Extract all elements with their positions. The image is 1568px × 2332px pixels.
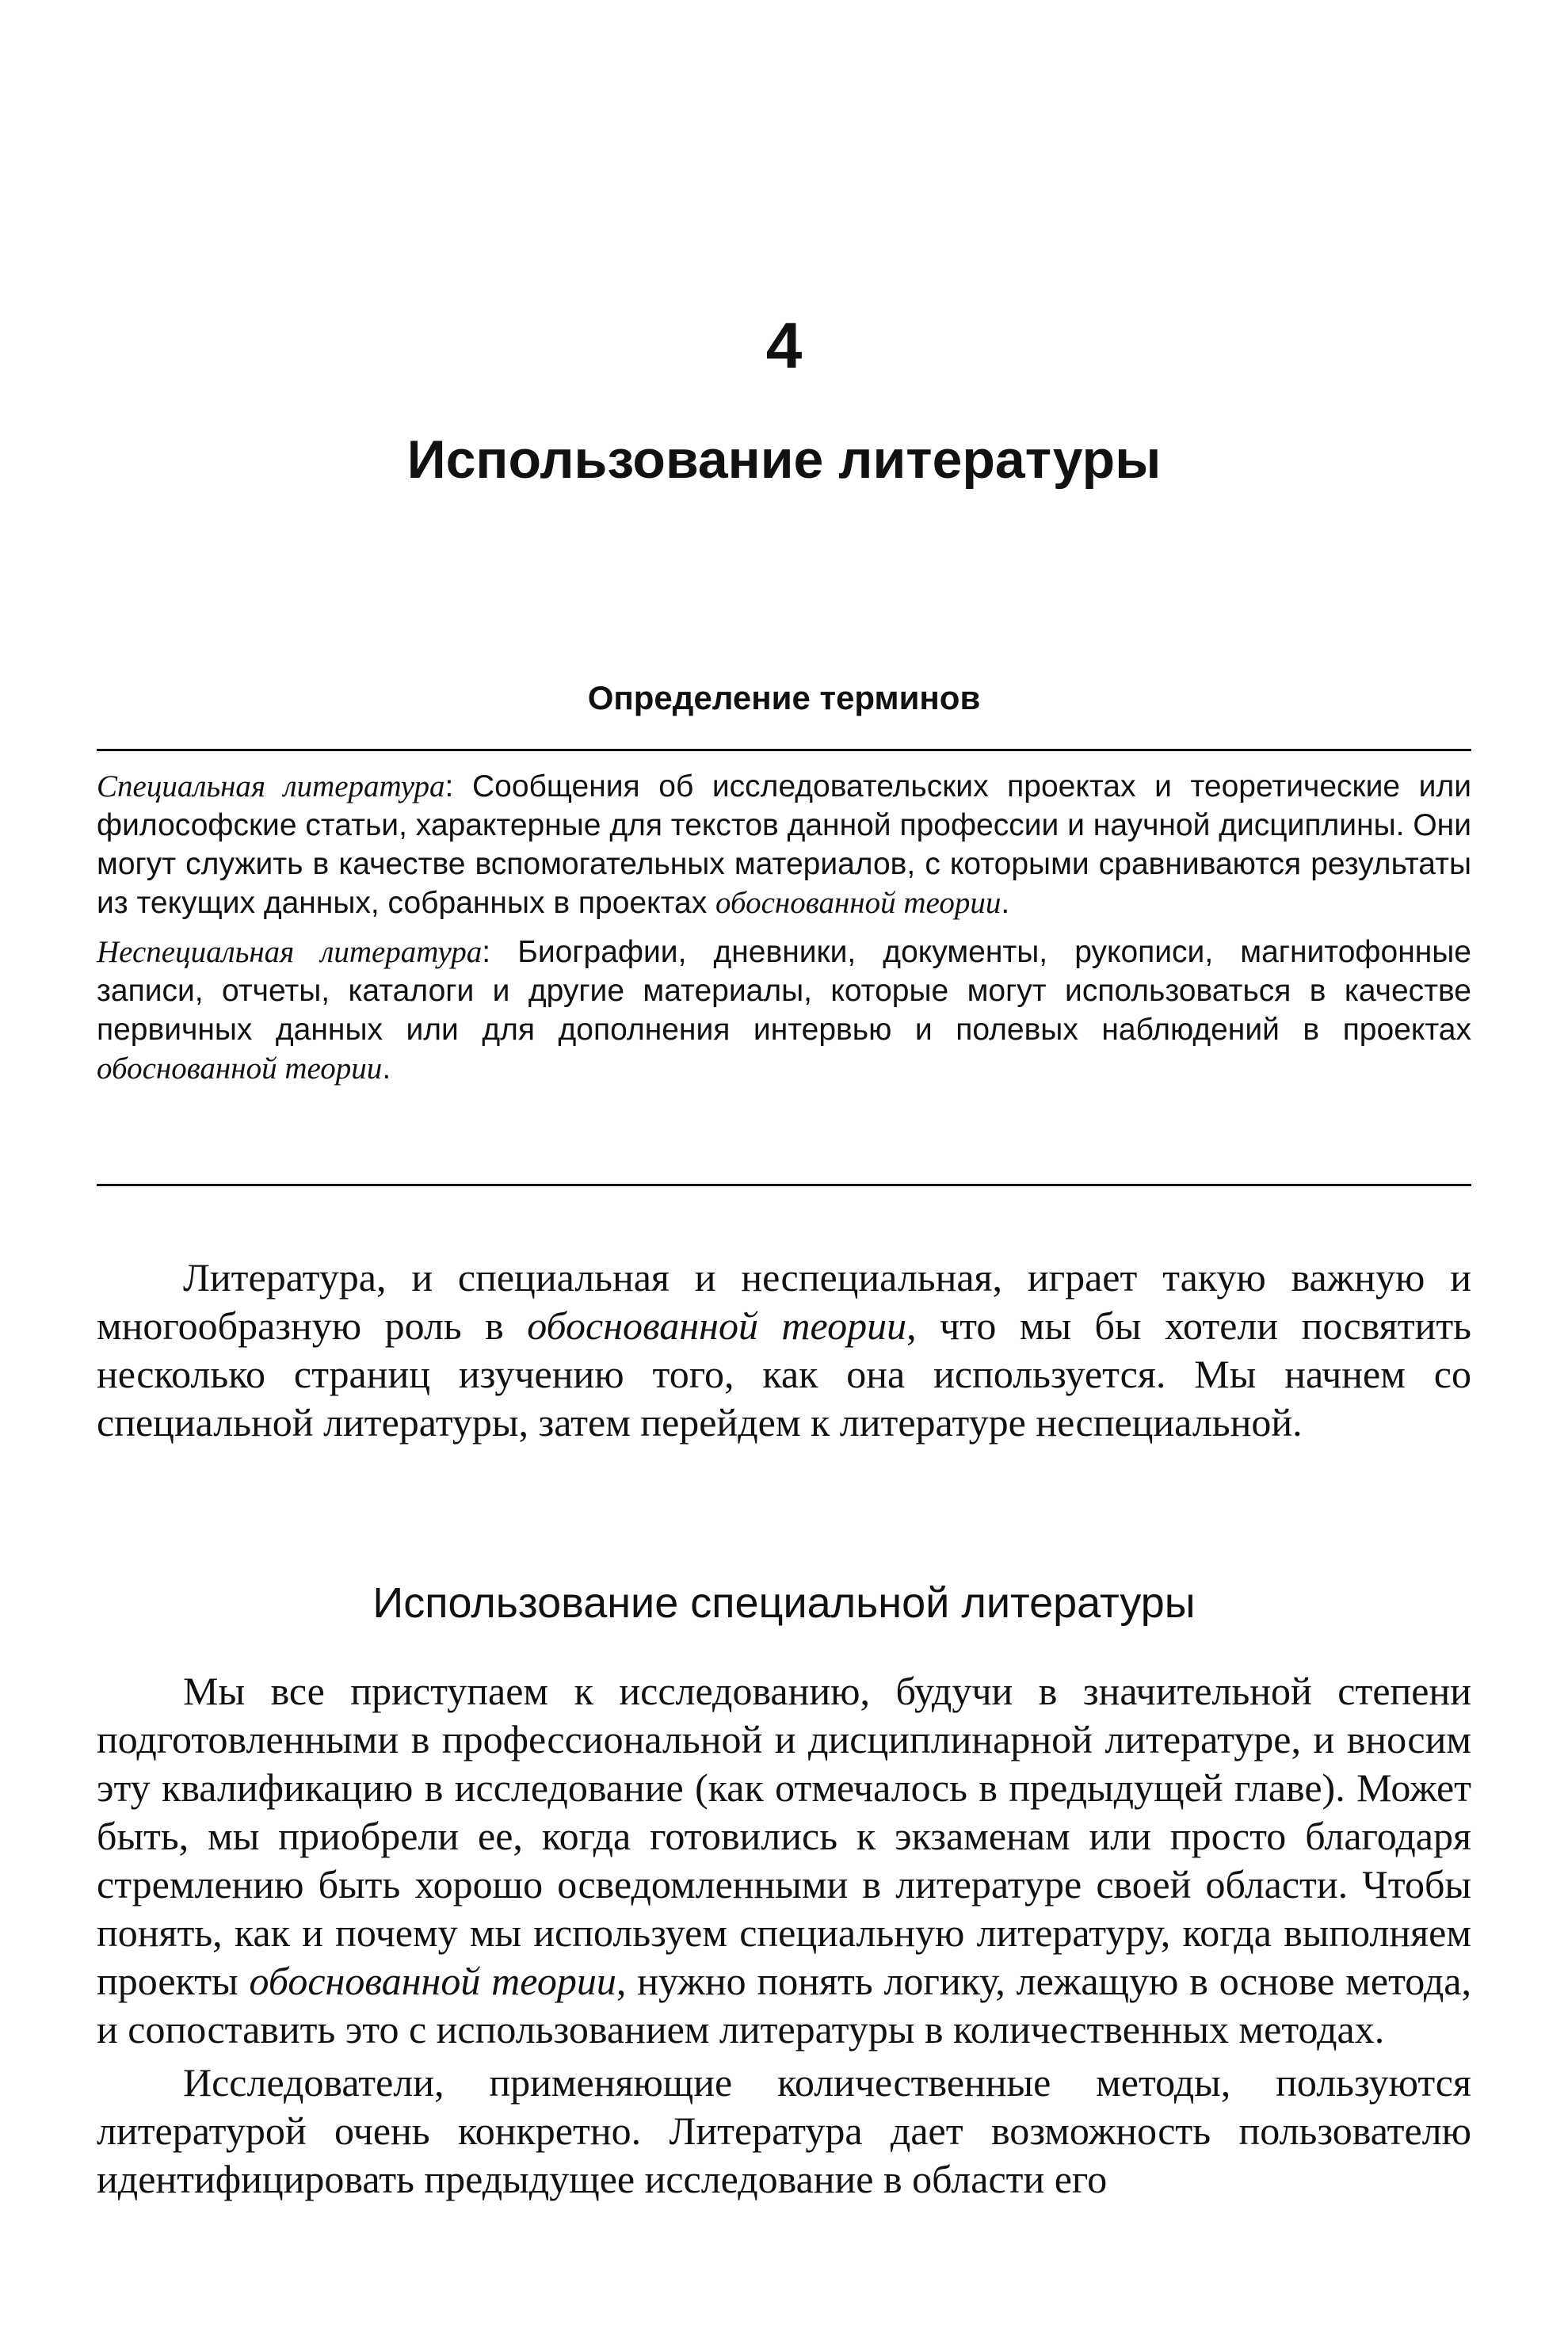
- paragraph-text: Литература, и специальная и неспециальная, играет такую важную и многообразную роль в: [97, 1255, 1471, 1348]
- intro-paragraph: [97, 1254, 1471, 1447]
- term-name: Неспециальная литература: [97, 935, 483, 969]
- chapter-title: Использование литературы: [406, 429, 1162, 490]
- paragraph-text-end: , что мы бы хотели посвятить несколько страниц изучению того, как она используется. Мы начнем со специальной литературы, затем перейдем к литературе неспециальной.: [97, 1303, 1471, 1445]
- intro-section: [97, 1254, 1471, 1447]
- term-text-end: .: [382, 1051, 391, 1086]
- term-text: Сообщения об исследовательских проектах и теоретические или философские статьи, характерные для текстов данной профессии и научной дисциплины. Они могут служить в качестве вспомогательных материалов, с которыми сравниваются результаты из текущих данных, собранных в проектах: [97, 769, 1471, 920]
- book-page: [97, 0, 1471, 2332]
- term-definition: [97, 933, 1471, 1088]
- section-heading: Использование специальной литературы: [372, 1579, 1196, 1627]
- paragraph-text: Исследователи, применяющие количественные методы, пользуются литературой очень конкретно. Литература дает возможность пользователю идентифицировать предыдущее исследование в области его: [97, 2060, 1471, 2201]
- terms-bottom-rule: [97, 1184, 1471, 1186]
- term-name: Специальная литература: [97, 769, 445, 803]
- term-italic: обоснованной теории: [715, 886, 1001, 920]
- term-italic: обоснованной теории: [97, 1051, 383, 1086]
- paragraph-italic: обоснованной теории: [527, 1303, 907, 1348]
- term-text: Биографии, дневники, документы, рукописи, магнитофонные записи, отчеты, каталоги и другие материалы, которые могут использоваться в качестве первичных данных или для дополнения интервью и полевых наблюдений в проектах: [97, 935, 1471, 1047]
- chapter-number: 4: [765, 310, 803, 382]
- body-paragraph: [97, 1667, 1471, 2054]
- paragraph-text-end: , нужно понять логику, лежащую в основе метода, и сопоставить это с использованием литературы в количественных методах.: [97, 1959, 1471, 2051]
- term-separator: :: [482, 935, 518, 969]
- term-definition: [97, 767, 1471, 922]
- term-separator: :: [444, 769, 472, 803]
- paragraph-italic: обоснованной теории: [249, 1959, 616, 2003]
- terms-definitions: [97, 767, 1471, 1098]
- paragraph-text: Мы все приступаем к исследованию, будучи в значительной степени подготовленными в профессиональной и дисциплинарной литературе, и вносим эту квалификацию в исследование (как отмечалось в предыдущей главе). Может быть, мы приобрели ее, когда готовились к экзаменам или просто благодаря стремлению быть хорошо осведомленными в литературе своей области. Чтобы понять, как и почему мы используем специальную литературу, когда выполняем проекты: [97, 1669, 1471, 2003]
- section-body: [97, 1667, 1471, 2204]
- terms-heading: Определение терминов: [587, 679, 981, 716]
- term-text-end: .: [1001, 886, 1010, 920]
- terms-top-rule: [97, 749, 1471, 751]
- body-paragraph: [97, 2059, 1471, 2204]
